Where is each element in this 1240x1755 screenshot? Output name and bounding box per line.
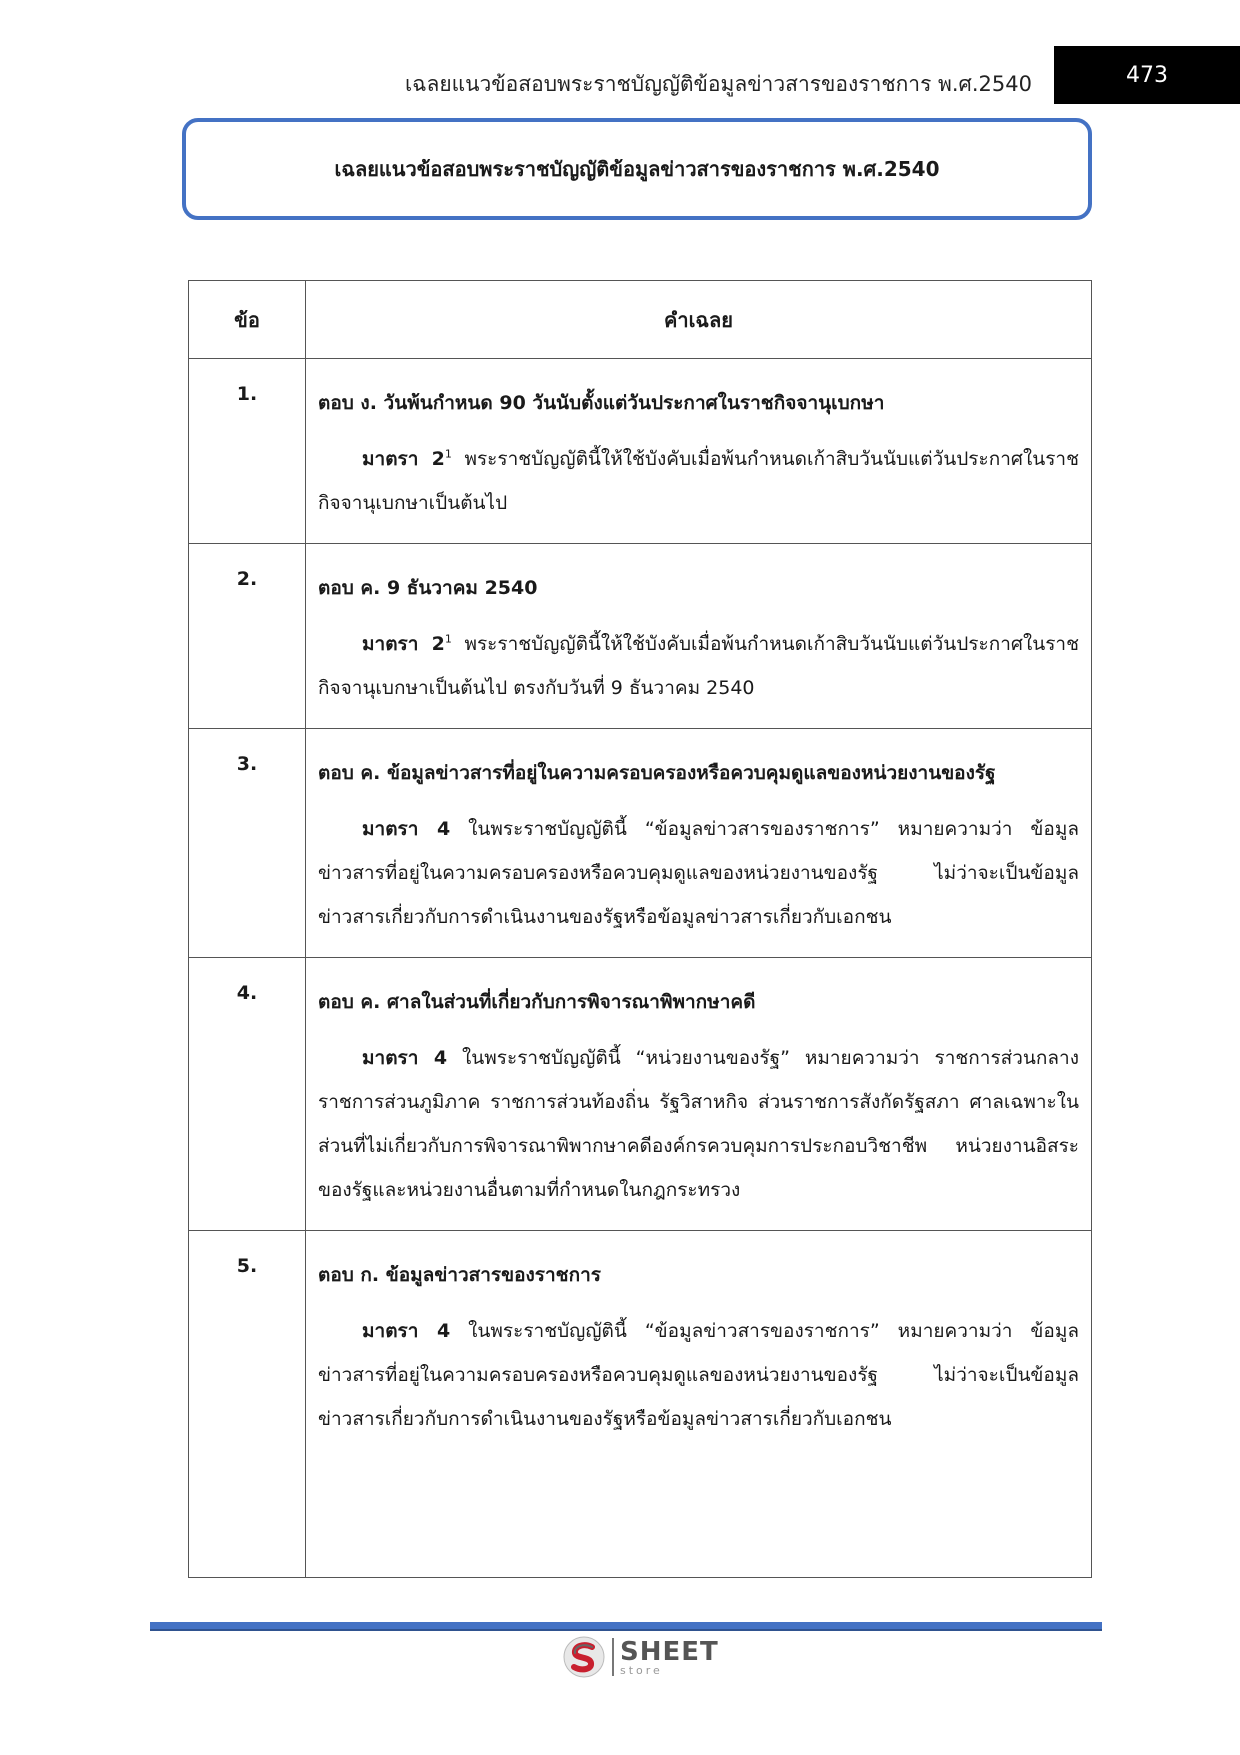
- answer-cell: [306, 729, 1092, 958]
- explanation: [318, 622, 1079, 710]
- footer-rule: [150, 1622, 1102, 1631]
- explanation-text: ในพระราชบัญญัตินี้ “ข้อมูลข่าวสารของราชการ” หมายความว่า ข้อมูลข่าวสารที่อยู่ในความครอบครองหรือควบคุมดูแลของหน่วยงานของรัฐ ไม่ว่าจะเป็นข้อมูลข่าวสารเกี่ยวกับการดำเนินงานของรัฐหรือข้อมูลข่าวสารเกี่ยวกับเอกชน: [318, 1320, 1079, 1430]
- question-number: 5.: [189, 1231, 306, 1578]
- column-header-answer: คำเฉลย: [306, 281, 1092, 359]
- table-row: [189, 1231, 1092, 1578]
- table-row: [189, 729, 1092, 958]
- question-number: 4.: [189, 958, 306, 1231]
- explanation: [318, 1309, 1079, 1441]
- document-title: เฉลยแนวข้อสอบพระราชบัญญัติข้อมูลข่าวสารของราชการ พ.ศ.2540: [334, 157, 940, 181]
- footnote-mark: 1: [444, 632, 452, 646]
- title-box: [182, 118, 1092, 220]
- explanation: [318, 807, 1079, 939]
- running-header: เฉลยแนวข้อสอบพระราชบัญญัติข้อมูลข่าวสารของราชการ พ.ศ.2540: [404, 72, 1032, 96]
- section-ref: มาตรา 2: [362, 633, 445, 655]
- question-number: 1.: [189, 359, 306, 544]
- page-number: 473: [1054, 46, 1240, 104]
- answer-cell: [306, 958, 1092, 1231]
- section-ref: มาตรา 2: [362, 448, 445, 470]
- answer-line: ตอบ ค. ศาลในส่วนที่เกี่ยวกับการพิจารณาพิพากษาคดี: [318, 991, 756, 1013]
- sheet-store-s-icon: [562, 1635, 606, 1679]
- explanation-text: พระราชบัญญัตินี้ให้ใช้บังคับเมื่อพ้นกำหนดเก้าสิบวันนับแต่วันประกาศในราชกิจจานุเบกษาเป็นต้นไป ตรงกับวันที่ 9 ธันวาคม 2540: [318, 633, 1079, 699]
- table-row: [189, 544, 1092, 729]
- table-row: [189, 958, 1092, 1231]
- answer-line: ตอบ ง. วันพ้นกำหนด 90 วันนับตั้งแต่วันประกาศในราชกิจจานุเบกษา: [318, 392, 885, 414]
- logo-text: [620, 1636, 719, 1677]
- explanation-text: พระราชบัญญัตินี้ให้ใช้บังคับเมื่อพ้นกำหนดเก้าสิบวันนับแต่วันประกาศในราชกิจจานุเบกษาเป็นต้นไป: [318, 448, 1079, 514]
- section-ref: มาตรา 4: [362, 1047, 448, 1069]
- sheet-store-logo: [562, 1632, 719, 1682]
- logo-sub-text: store: [620, 1663, 663, 1677]
- answer-line: ตอบ ค. ข้อมูลข่าวสารที่อยู่ในความครอบครองหรือควบคุมดูแลของหน่วยงานของรัฐ: [318, 762, 996, 784]
- answer-line: ตอบ ก. ข้อมูลข่าวสารของราชการ: [318, 1264, 601, 1286]
- question-number: 2.: [189, 544, 306, 729]
- table-header-row: [189, 281, 1092, 359]
- explanation-text: ในพระราชบัญญัตินี้ “หน่วยงานของรัฐ” หมายความว่า ราชการส่วนกลาง ราชการส่วนภูมิภาค ราชการส่วนท้องถิ่น รัฐวิสาหกิจ ส่วนราชการสังกัดรัฐสภา ศาลเฉพาะในส่วนที่ไม่เกี่ยวกับการพิจารณาพิพากษาคดีองค์กรควบคุมการประกอบวิชาชีพ หน่วยงานอิสระของรัฐและหน่วยงานอื่นตามที่กำหนดในกฎกระทรวง: [318, 1047, 1079, 1201]
- footnote-mark: 1: [444, 447, 452, 461]
- column-header-no: ข้อ: [189, 281, 306, 359]
- logo-main-text: SHEET: [620, 1636, 719, 1667]
- explanation-text: ในพระราชบัญญัตินี้ “ข้อมูลข่าวสารของราชการ” หมายความว่า ข้อมูลข่าวสารที่อยู่ในความครอบครองหรือควบคุมดูแลของหน่วยงานของรัฐ ไม่ว่าจะเป็นข้อมูลข่าวสารเกี่ยวกับการดำเนินงานของรัฐหรือข้อมูลข่าวสารเกี่ยวกับเอกชน: [318, 818, 1079, 928]
- logo-separator: [612, 1638, 614, 1676]
- section-ref: มาตรา 4: [362, 1320, 451, 1342]
- question-number: 3.: [189, 729, 306, 958]
- explanation: [318, 437, 1079, 525]
- answer-cell: [306, 1231, 1092, 1578]
- explanation: [318, 1036, 1079, 1212]
- answer-line: ตอบ ค. 9 ธันวาคม 2540: [318, 577, 538, 599]
- answer-cell: [306, 359, 1092, 544]
- answer-cell: [306, 544, 1092, 729]
- section-ref: มาตรา 4: [362, 818, 451, 840]
- answer-table: [188, 280, 1092, 1578]
- table-row: [189, 359, 1092, 544]
